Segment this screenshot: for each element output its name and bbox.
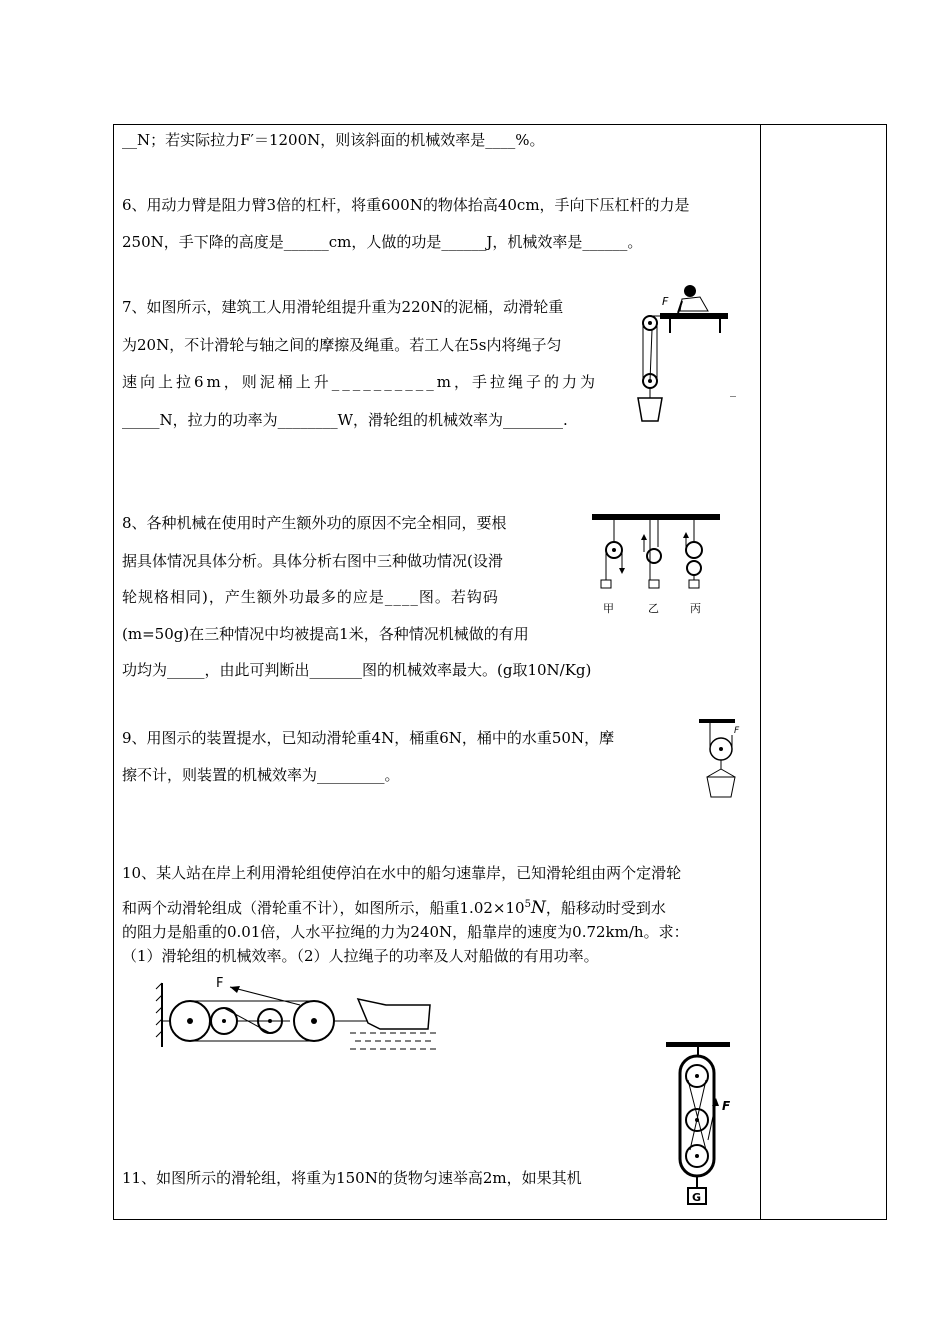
q10-line-3: 的阻力是船重的0.01倍，人水平拉绳的力为240N，船靠岸的速度为0.72km/h。求： xyxy=(122,923,689,941)
q5-tail-text: __N；若实际拉力F′＝1200N，则该斜面的机械效率是____%。 xyxy=(122,131,545,149)
q7-line-1: 7、如图所示，建筑工人用滑轮组提升重为220N的泥桶，动滑轮重 xyxy=(122,298,564,316)
q7-force-label: F xyxy=(662,295,669,308)
q10-force-label: F xyxy=(216,976,224,991)
q11-pulley-block-figure xyxy=(660,1040,740,1220)
table-column-divider xyxy=(760,124,761,1220)
q7-line-2: 为20N，不计滑轮与轴之间的摩擦及绳重。若工人在5s内将绳子匀 xyxy=(122,336,562,354)
q8-line-3: 轮规格相同)，产生额外功最多的应是____图。若钩码 xyxy=(122,588,499,606)
q9-line-2: 擦不计，则装置的机械效率为_________。 xyxy=(122,766,400,784)
q9-force-label: F xyxy=(734,726,740,736)
q7-line-3: 速向上拉6m，则泥桶上升__________m，手拉绳子的力为 xyxy=(122,373,598,391)
q7-pulley-figure xyxy=(630,283,730,428)
q11-weight-label: G xyxy=(692,1191,702,1204)
q10-line-2: 和两个动滑轮组成（滑轮重不计），如图所示，船重$1.02\times 10^5N$，船移动时受到水 xyxy=(122,898,666,918)
q10-boat-pulley-figure xyxy=(150,975,450,1055)
q6-line-2: 250N，手下降的高度是______cm，人做的功是______J，机械效率是______。 xyxy=(122,233,643,251)
q8-label-bing: 丙 xyxy=(690,602,701,615)
q8-line-1: 8、各种机械在使用时产生额外功的原因不完全相同，要根 xyxy=(122,514,507,532)
q6-line-1: 6、用动力臂是阻力臂3倍的杠杆，将重600N的物体抬高40cm，手向下压杠杆的力是 xyxy=(122,196,690,214)
q8-line-4: (m=50g)在三种情况中均被提高1米，各种情况机械做的有用 xyxy=(122,625,529,643)
q8-label-yi: 乙 xyxy=(648,602,659,615)
q10-line-4: （1）滑轮组的机械效率。（2）人拉绳子的功率及人对船做的有用功率。 xyxy=(122,947,599,965)
q7-line-4: _____N，拉力的功率为________W，滑轮组的机械效率为________. xyxy=(122,411,568,429)
q8-line-5: 功均为_____，由此可判断出_______图的机械效率最大。(g取10N/Kg) xyxy=(122,661,592,679)
q10-line-1: 10、某人站在岸上利用滑轮组使停泊在水中的船匀速靠岸，已知滑轮组由两个定滑轮 xyxy=(122,864,682,882)
q11-force-label: F xyxy=(722,1099,731,1113)
q11-line-1: 11、如图所示的滑轮组，将重为150N的货物匀速举高2m，如果其机 xyxy=(122,1169,582,1187)
q8-label-jia: 甲 xyxy=(603,602,614,615)
q9-pulley-figure xyxy=(695,717,745,807)
q7-stray-mark: _ xyxy=(730,383,736,397)
q8-three-pulleys-figure xyxy=(590,512,730,622)
q8-line-2: 据具体情况具体分析。具体分析右图中三种做功情况(设滑 xyxy=(122,552,503,570)
q9-line-1: 9、用图示的装置提水，已知动滑轮重4N，桶重6N，桶中的水重50N，摩 xyxy=(122,729,615,747)
